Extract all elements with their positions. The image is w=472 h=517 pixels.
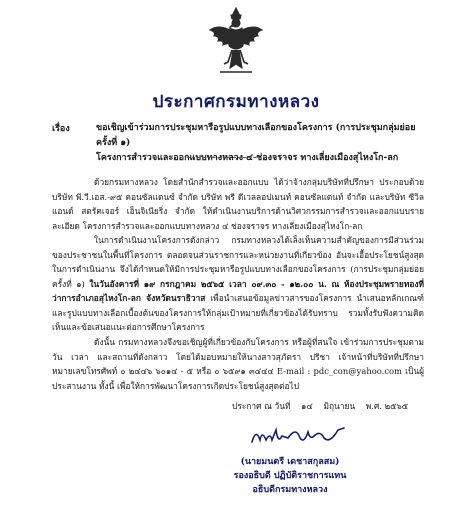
subject-line-2: โครงการสำรวจและออกแบบทางหลวง ๔ ช่องจราจร ทางเลี่ยงเมืองสุไหงโก-ลก bbox=[96, 153, 399, 163]
date-month: มิถุนายน bbox=[323, 401, 356, 411]
meeting-datetime-venue: ในวันอังคารที่ ๑๙ กรกฎาคม ๒๕๖๕ เวลา ๐๙.๓๐ - ๑๒.๐๐ น. ณ ห้องประชุมพรายทองที่ว่าการอำเภอสุไหงโก-ลก จังหวัดนราธิวาส bbox=[52, 278, 424, 303]
page-title: ประกาศกรมทางหลวง bbox=[152, 92, 320, 112]
paragraph-2 bbox=[52, 233, 424, 335]
paragraph-3-text: ดังนั้น กรมทางหลวงจึงขอเชิญผู้ที่เกี่ยวข้องกับโครงการ หรือผู้ที่สนใจ เข้าร่วมการประชุมตามวัน เวลา และสถานที่ดังกล่าว โดยได้มอบหมายให้นางสาวสุภัตรา ปรีชา เจ้าหน้าที่บริษัทที่ปรึกษา หมายเลขโทรศัพท์ ๐ ๒๔๔๖ ๖๐๑๔ - ๕ หรือ ๐ ๖๕๙๑ ๓๔๔๔ E-mail : pdc_con@yahoo.com เป็นผู้ประสานงาน ทั้งนี้ เพื่อให้การพัฒนาโครงการเกิดประโยชน์สูงสุดต่อไป bbox=[52, 337, 424, 391]
paragraph-3 bbox=[52, 335, 424, 393]
divider bbox=[187, 157, 287, 159]
signatory-organization: อธิบดีกรมทางหลวง bbox=[252, 485, 328, 495]
subject-text bbox=[96, 121, 426, 166]
signatory-name: (นายมนตรี เดชาสกุลสม) bbox=[240, 457, 340, 467]
paragraph-2-end: เพื่อนำเสนอข้อมูลข่าวสารของโครงการ นำเสนอหลักเกณฑ์และรูปแบบทางเลือกเบื้องต้นของโครงการให้กลุ่มเป้าหมายที่เกี่ยวข้องได้รับทราบ รวมทั้งรับฟังความคิดเห็นและข้อเสนอแนะต่อการศึกษาโครงการ bbox=[52, 293, 424, 332]
garuda-emblem-icon bbox=[206, 6, 266, 78]
issue-date bbox=[232, 399, 408, 413]
date-year: พ.ศ. ๒๕๖๕ bbox=[365, 401, 409, 411]
subject-label: เรื่อง bbox=[52, 124, 70, 134]
paragraph-1-text: ด้วยกรมทางหลวง โดยสำนักสำรวจและออกแบบ ได้ว่าจ้างกลุ่มบริษัทที่ปรึกษา ประกอบด้วย บริษัท พี.วี.เอส.-๙๕ คอนซัลแตนซ์ จำกัด บริษัท พรี ดีเวลลอปเมนท์ คอนซัลแตนท์ จำกัด และบริษัท ซีวิล แอนด์ สตรัคเจอร์ เอ็นจิเนียริ่ง จำกัด ให้ดำเนินงานบริการด้านวิศวกรรมการสำรวจและออกแบบรายละเอียด โครงการสำรวจและออกแบบทางหลวง ๔ ช่องจราจร ทางเลี่ยงเมืองสุไหงโก-ลก bbox=[52, 177, 424, 231]
handwritten-signature bbox=[248, 424, 348, 448]
subject-line-1: ขอเชิญเข้าร่วมการประชุมหารือรูปแบบทางเลือกของโครงการ (การประชุมกลุ่มย่อย ครั้งที่ ๑) bbox=[96, 123, 416, 148]
date-day: ๑๔ bbox=[301, 401, 313, 411]
paragraph-1 bbox=[52, 175, 424, 233]
paragraph-2-text: ในการดำเนินงานโครงการดังกล่าว กรมทางหลวงได้เล็งเห็นความสำคัญของการมีส่วนร่วมของประชาชนในพื้นที่โครงการ ตลอดจนส่วนราชการและหน่วยงานที่เกี่ยวข้อง อันจะเอื้อประโยชน์สูงสุดในการดำเนินงาน จึงได้กำหนดให้มีการประชุมหารือรูปแบบทางเลือกของโครงการ (การประชุมกลุ่มย่อยครั้งที่ ๑) bbox=[52, 235, 424, 289]
signatory-position: รองอธิบดี ปฏิบัติราชการแทน bbox=[233, 471, 347, 481]
date-prefix: ประกาศ ณ วันที่ bbox=[232, 401, 291, 411]
